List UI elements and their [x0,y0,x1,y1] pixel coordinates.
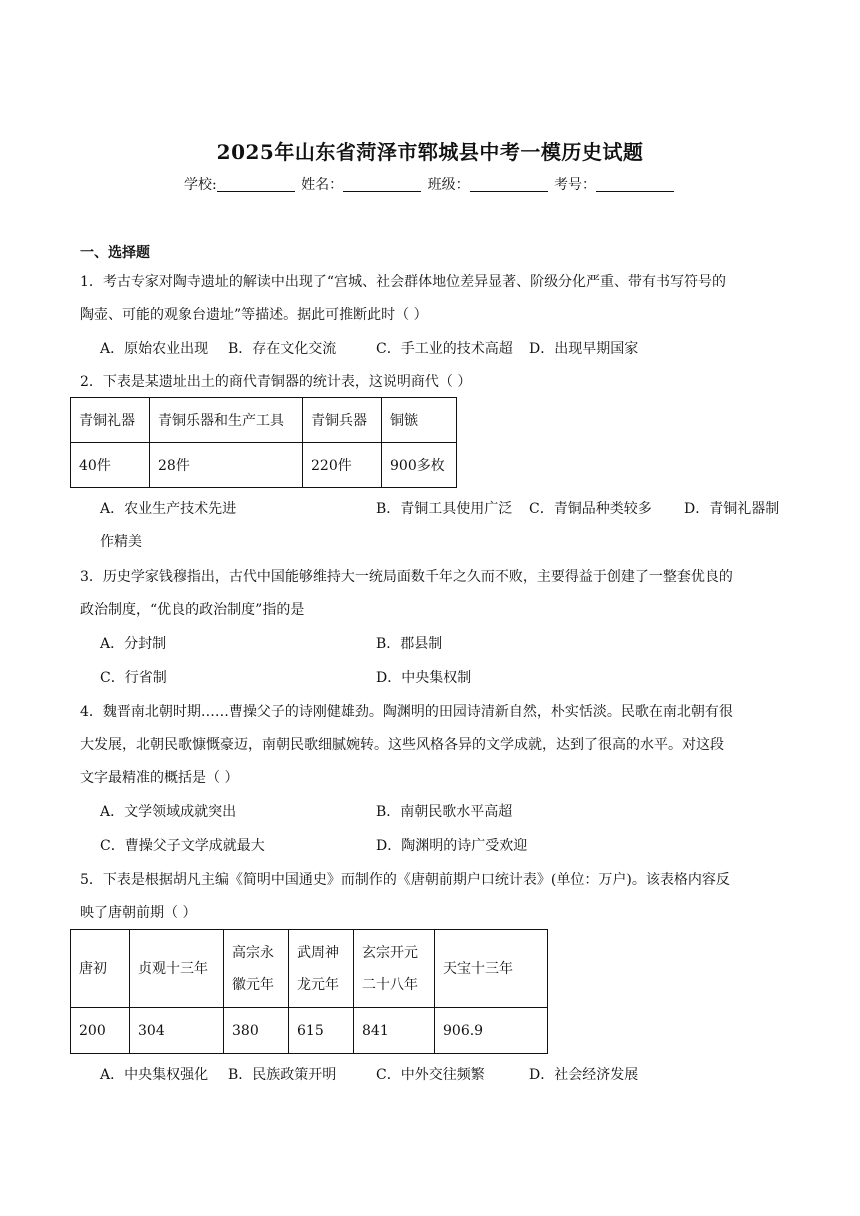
table-row [71,398,457,443]
table-header-cell: 青铜礼器 [71,398,150,443]
table-header-cell: 玄宗开元 二十八年 [354,930,435,1008]
q1-option-a[interactable]: A．原始农业出现 [100,341,209,357]
q4-option-c[interactable]: C．曹操父子文学成就最大 [100,838,265,854]
q2-option-d-continued: 作精美 [100,534,142,550]
q5-stem-line1: 5．下表是根据胡凡主编《简明中国通史》而制作的《唐朝前期户口统计表》(单位：万户)。该表格内容反 [80,872,730,888]
q4-stem-line1: 4．魏晋南北朝时期……曹操父子的诗刚健雄劲。陶渊明的田园诗清新自然，朴实恬淡。民歌在南北朝有很 [80,704,733,720]
table-cell: 304 [130,1008,224,1054]
q4-option-b[interactable]: B．南朝民歌水平高超 [376,804,513,820]
table-header-cell: 高宗永 徽元年 [224,930,289,1008]
class-label: 班级： [427,177,470,193]
name-label: 姓名： [301,177,344,193]
q3-option-b[interactable]: B．郡县制 [376,636,443,652]
q1-option-c[interactable]: C．手工业的技术高超 [376,341,513,357]
q1-option-d[interactable]: D．出现早期国家 [529,341,639,357]
table-row [71,930,548,1008]
q2-option-d[interactable]: D．青铜礼器制 [684,501,780,517]
table-cell: 615 [289,1008,354,1054]
q3-option-a[interactable]: A．分封制 [100,636,167,652]
q5-option-a[interactable]: A．中央集权强化 [100,1067,209,1083]
q4-stem-line2: 大发展，北朝民歌慷慨豪迈，南朝民歌细腻婉转。这些风格各异的文学成就，达到了很高的水平。对这段 [80,737,724,753]
q4-stem-line3: 文字最精准的概括是（ ） [80,770,239,786]
school-blank[interactable] [217,177,295,192]
q4-option-a[interactable]: A．文学领域成就突出 [100,804,237,820]
q5-option-d[interactable]: D．社会经济发展 [529,1067,639,1083]
q3-stem-line1: 3．历史学家钱穆指出，古代中国能够维持大一统局面数千年之久而不败，主要得益于创建了一整套优良的 [80,569,733,585]
q2-option-a[interactable]: A．农业生产技术先进 [100,501,237,517]
table-cell: 380 [224,1008,289,1054]
q5-option-b[interactable]: B．民族政策开明 [228,1067,337,1083]
page-title: 2025年山东省菏泽市郓城县中考一模历史试题 [216,140,644,164]
table-cell: 28件 [150,443,303,488]
table-cell: 900多枚 [382,443,457,488]
q1-option-b[interactable]: B．存在文化交流 [228,341,337,357]
table-cell: 906.9 [435,1008,548,1054]
school-label: 学校: [183,177,217,193]
q3-stem-line2: 政治制度，“优良的政治制度”指的是 [80,602,305,618]
q1-stem-line2: 陶壶、可能的观象台遗址”等描述。据此可推断此时（ ） [80,307,428,323]
q4-option-d[interactable]: D．陶渊明的诗广受欢迎 [376,838,528,854]
section-heading: 一、选择题 [80,245,150,261]
table-cell: 220件 [303,443,382,488]
q3-option-d[interactable]: D．中央集权制 [376,670,472,686]
q5-table [70,929,548,1054]
table-header-cell: 铜镞 [382,398,457,443]
table-cell: 40件 [71,443,150,488]
table-header-cell: 贞观十三年 [130,930,224,1008]
student-info-line [0,174,860,194]
exam-no-blank[interactable] [596,177,674,192]
q5-option-c[interactable]: C．中外交往频繁 [376,1067,485,1083]
q1-stem-line1: 1．考古专家对陶寺遗址的解读中出现了“宫城、社会群体地位差异显著、阶级分化严重、带有书写符号的 [80,274,727,290]
class-blank[interactable] [470,177,548,192]
table-row [71,1008,548,1054]
table-header-cell: 天宝十三年 [435,930,548,1008]
q3-option-c[interactable]: C．行省制 [100,670,167,686]
q5-stem-line2: 映了唐朝前期（ ） [80,905,197,921]
name-blank[interactable] [343,177,421,192]
q2-option-b[interactable]: B．青铜工具使用广泛 [376,501,513,517]
q2-option-c[interactable]: C．青铜品种类较多 [529,501,652,517]
exam-no-label: 考号： [554,177,597,193]
table-cell: 200 [71,1008,130,1054]
q2-table [70,397,457,488]
table-cell: 841 [354,1008,435,1054]
q2-stem: 2．下表是某遗址出土的商代青铜器的统计表，这说明商代（ ） [80,374,472,390]
table-header-cell: 武周神 龙元年 [289,930,354,1008]
table-header-cell: 青铜乐器和生产工具 [150,398,303,443]
table-header-cell: 唐初 [71,930,130,1008]
table-header-cell: 青铜兵器 [303,398,382,443]
table-row [71,443,457,488]
